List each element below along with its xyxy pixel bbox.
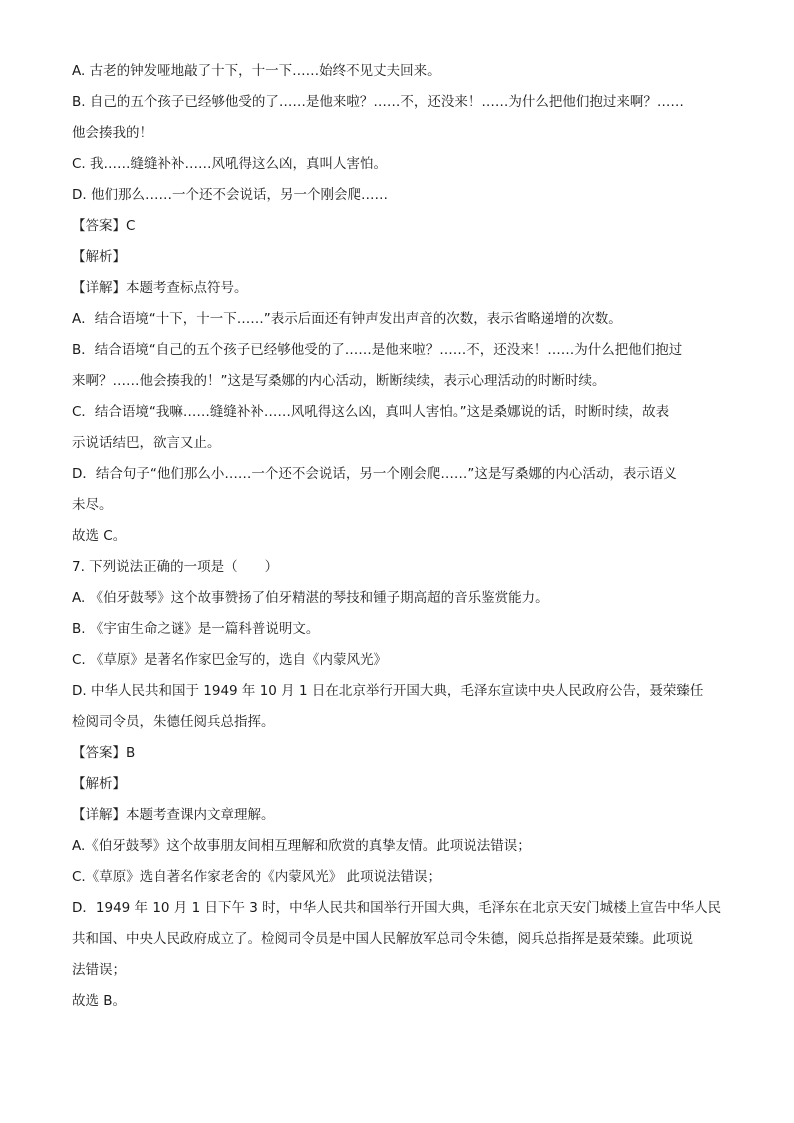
- q6-option-b-line2: 他会揍我的！: [72, 125, 153, 141]
- q7-option-a: A. 《伯牙鼓琴》这个故事赞扬了伯牙精湛的琴技和锺子期高超的音乐鉴赏能力。: [72, 590, 549, 606]
- q6-expl-b-line2: 来啊？……他会揍我的！”这是写桑娜的内心活动，断断续续，表示心理活动的时断时续。: [72, 373, 606, 389]
- q7-option-c: C. 《草原》是著名作家巴金写的，选自《内蒙风光》: [72, 652, 388, 668]
- q6-option-d: D. 他们那么……一个还不会说话，另一个刚会爬……: [72, 187, 388, 203]
- q7-detail: 【详解】本题考查课内文章理解。: [72, 807, 275, 823]
- q7-stem: 7. 下列说法正确的一项是（ ）: [72, 559, 279, 575]
- q7-answer: 【答案】B: [72, 745, 136, 761]
- q6-option-c: C. 我……缝缝补补……风吼得这么凶，真叫人害怕。: [72, 156, 388, 172]
- q6-detail: 【详解】本题考查标点符号。: [72, 280, 248, 296]
- q6-analysis-label: 【解析】: [72, 249, 126, 265]
- q7-conclusion: 故选 B。: [72, 993, 127, 1009]
- q7-expl-d-line1: D．1949 年 10 月 1 日下午 3 时，中华人民共和国举行开国大典，毛泽东在北京天安门城楼上宣告中华人民: [72, 900, 722, 916]
- document-page: [72, 62, 732, 1010]
- q7-option-d-line1: D. 中华人民共和国于 1949 年 10 月 1 日在北京举行开国大典，毛泽东宣读中央人民政府公告，聂荣臻任: [72, 683, 704, 699]
- q6-expl-d-line1: D．结合句子“他们那么小……一个还不会说话，另一个刚会爬……”这是写桑娜的内心活动，表示语义: [72, 466, 677, 482]
- q7-option-b: B. 《宇宙生命之谜》是一篇科普说明文。: [72, 621, 320, 637]
- q6-expl-c-line1: C．结合语境“我嘛……缝缝补补……风吼得这么凶，真叫人害怕。”这是桑娜说的话，时断时续，故表: [72, 404, 670, 420]
- q6-expl-d-line2: 未尽。: [72, 497, 113, 513]
- q7-expl-d-line3: 法错误；: [72, 962, 126, 978]
- q6-answer: 【答案】C: [72, 218, 136, 234]
- q6-expl-a: A．结合语境“十下，十一下……”表示后面还有钟声发出声音的次数，表示省略递增的次数。: [72, 311, 622, 327]
- q7-option-d-line2: 检阅司令员，朱德任阅兵总指挥。: [72, 714, 275, 730]
- q7-analysis-label: 【解析】: [72, 776, 126, 792]
- q7-expl-c: C.《草原》选自著名作家老舍的《内蒙风光》 此项说法错误；: [72, 869, 442, 885]
- q6-expl-b-line1: B．结合语境“自己的五个孩子已经够他受的了……是他来啦？……不，还没来！……为什么把他们抱过: [72, 342, 683, 358]
- q6-option-b-line1: B. 自己的五个孩子已经够他受的了……是他来啦？……不，还没来！……为什么把他们抱过来啊？……: [72, 94, 684, 110]
- q6-expl-c-line2: 示说话结巴，欲言又止。: [72, 435, 221, 451]
- q6-option-a: A. 古老的钟发哑地敲了十下，十一下……始终不见丈夫回来。: [72, 63, 441, 79]
- q6-conclusion: 故选 C。: [72, 528, 127, 544]
- q7-expl-a: A.《伯牙鼓琴》这个故事朋友间相互理解和欣赏的真挚友情。此项说法错误；: [72, 838, 531, 854]
- q7-expl-d-line2: 共和国、中央人民政府成立了。检阅司令员是中国人民解放军总司令朱德，阅兵总指挥是聂荣臻。此项说: [72, 931, 693, 947]
